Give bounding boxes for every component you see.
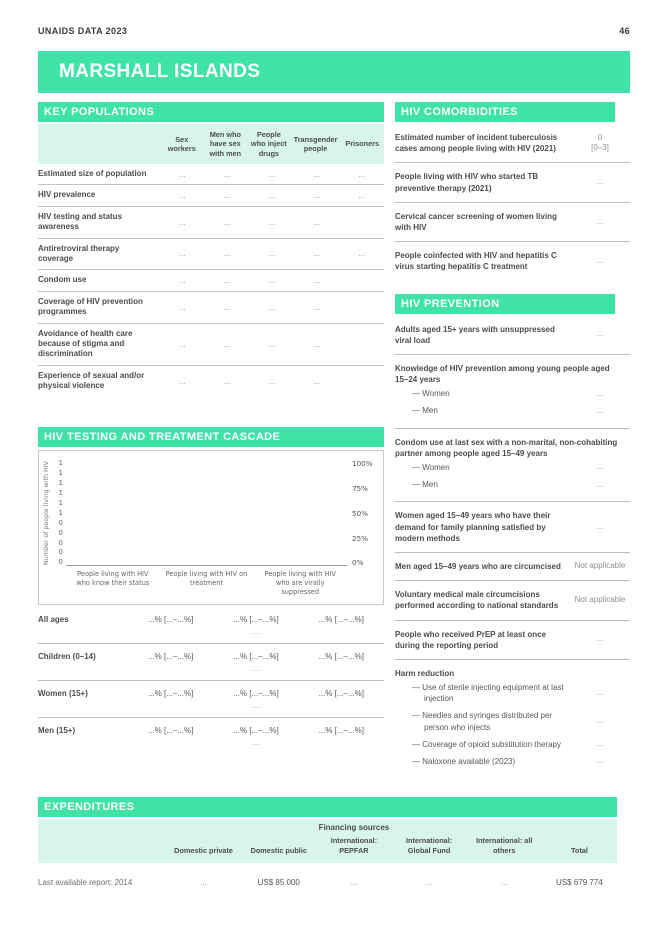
country-banner [38,51,630,93]
cell-value: US$ 85 000 [257,877,300,887]
cell-value: ... [596,216,604,226]
cell-value: ...% [...–...%] [147,726,194,736]
cell-value: ... [313,217,321,227]
column-header: Transgender people [293,134,338,153]
sub-row: — Men ... [395,402,630,419]
cell-value: ... [313,169,321,179]
sub-row: — Coverage of opioid substitution therapy ... [395,736,630,753]
sub-row: — Women ... [395,385,630,402]
cell-value: ... [350,877,358,887]
section-title: HIV PREVENTION [401,297,500,310]
cell-value: ... [268,376,276,386]
cascade-table-row: Women (15+) ...% [...–...%] ...% [...–...%] ... ...% [...–...%] [38,680,384,717]
column-header: Men who have sex with men [209,129,242,158]
cell-value: ...% [...–...%] [318,726,364,736]
cell-value: ... [223,169,231,179]
key-populations-section [38,102,384,396]
column-header: Domestic private [174,846,233,856]
cell-value: ... [223,276,231,286]
key-populations-header-bar [38,102,384,122]
cell-value: ...% [...–...%] [318,689,364,699]
cell-value: ... [313,302,321,312]
cascade-section [38,427,384,754]
expenditures-column-headers [38,819,617,863]
cell-value: ... [596,177,604,187]
cell-value: ... [223,191,231,201]
sub-row: — Men ... [395,476,630,493]
comorbidities-header-bar [395,102,615,122]
cell-subvalue: ... [252,664,260,674]
cell-value: ... [358,249,365,259]
key-populations-column-headers [38,124,384,164]
cell-subvalue: ... [252,701,260,711]
row-label: Last available report: 2014 [38,877,133,887]
cell-value: ... [358,169,365,179]
cell-value: ...% [...–...%] [233,615,279,625]
cell-value: ... [179,191,186,201]
cell-subvalue: ... [252,738,260,748]
sub-row: — Use of sterile injecting equipment at last injection ... [395,679,630,707]
column-header: People who inject drugs [251,129,287,158]
table-row: Antiretroviral therapy coverage ... ... ... ... ... [38,239,384,271]
comorbidities-section [395,102,630,281]
cascade-table-row: Children (0–14) ...% [...–...%] ...% [...–...%] ... ...% [...–...%] [38,643,384,680]
cell-value: ... [179,217,186,227]
cell-value: ... [179,339,186,349]
cell-value: ... [425,877,433,887]
prevention-section [395,294,630,779]
cascade-table-row: Men (15+) ...% [...–...%] ...% [...–...%] ... ...% [...–...%] [38,717,384,754]
section-title: KEY POPULATIONS [44,106,155,118]
prevention-item: Harm reduction — Use of sterile injecting equipment at last injection ... — Needles and syringes distributed per person who injects ... — Coverage of opioid substitution therapy ... — Naloxone available (2023) ... [395,659,630,778]
page-header [38,26,630,36]
cell-value: ... [596,634,604,644]
cell-value: ... [268,191,276,201]
y-axis-label: Number of people living with HIV [43,461,50,566]
prevention-item: Men aged 15–49 years who are circumcised Not applicable [395,552,630,580]
content-columns [38,102,630,778]
table-row: Coverage of HIV prevention programmes ... ... ... ... [38,292,384,324]
prevention-item: Voluntary medical male circumcisions performed according to national standards Not applicable [395,580,630,619]
cell-value: ... [268,169,276,179]
cell-value: ...% [...–...%] [233,652,279,662]
cell-value: ... [596,388,604,398]
prevention-item: Knowledge of HIV prevention among young people aged 15–24 years — Women ... — Men ... [395,354,630,428]
prevention-header-bar [395,294,615,314]
cell-value: ... [179,276,186,286]
cascade-table-row: All ages ...% [...–...%] ...% [...–...%] ... ...% [...–...%] [38,607,384,643]
financing-sources-label: Financing sources [318,823,390,833]
cell-value: ... [179,169,186,179]
plot-area [66,460,347,566]
cell-value: ... [596,462,604,472]
cell-value: ... [223,339,231,349]
prevention-item: People who received PrEP at least once during the reporting period ... [395,620,630,659]
table-row: Experience of sexual and/or physical violence ... ... ... ... [38,366,384,397]
info-row: Estimated number of incident tuberculosis cases among people living with HIV (2021) 0 [0–3] [395,124,630,162]
cell-value: ... [268,249,276,259]
page-number: 46 [619,26,630,36]
table-row: Avoidance of health care because of stigma and discrimination ... ... ... ... [38,324,384,366]
cell-value: ... [179,249,186,259]
cell-value: ... [313,191,321,201]
prevention-item: Women aged 15–49 years who have their demand for family planning satisfied by modern methods ... [395,501,630,552]
cell-value: ...% [...–...%] [318,652,364,662]
cell-value: ... [358,191,365,201]
cascade-chart [38,450,384,605]
cell-value: ... [596,479,604,489]
cell-value: ...% [...–...%] [147,689,194,699]
cell-value: ... [179,302,186,312]
cell-value: ... [200,877,207,887]
table-row: Condom use ... ... ... ... [38,270,384,291]
right-column [395,102,630,778]
cell-value: ... [596,739,604,749]
cell-value: 0 [0–3] [591,132,609,153]
cascade-header-bar [38,427,384,447]
table-row: Estimated size of population ... ... ... ... ... [38,164,384,185]
cell-value: ... [596,256,604,266]
section-title: EXPENDITURES [44,801,135,814]
cell-subvalue: ... [252,627,260,637]
cell-value: ... [596,405,604,415]
column-header: Prisoners [345,139,380,149]
cell-value: ... [596,688,604,698]
column-header: International: PEPFAR [330,836,378,856]
expenditures-header-bar [38,797,617,817]
y-axis-ticks: 1 1 1 1 1 1 0 0 0 0 0 [58,459,63,567]
column-header: Domestic public [250,846,307,856]
cell-value: ... [313,276,321,286]
left-column [38,102,384,778]
sub-row: — Women ... [395,459,630,476]
info-row: People living with HIV who started TB preventive therapy (2021) ... [395,162,630,201]
cell-value: ... [596,756,604,766]
cell-value: ... [268,339,276,349]
column-header: International: Global Fund [405,836,453,856]
cell-value: ... [223,249,231,259]
cell-value: ... [223,302,231,312]
cell-value: ...% [...–...%] [233,726,279,736]
expenditures-data-row [38,878,617,887]
cell-value: ... [223,217,231,227]
cell-value: US$ 679 774 [556,877,603,887]
sub-row: — Needles and syringes distributed per person who injects ... [395,707,630,735]
cell-value: ... [313,249,321,259]
cell-value: ...% [...–...%] [147,652,194,662]
cell-value: ... [223,376,231,386]
cell-value: ... [268,217,276,227]
cell-value: ... [268,276,276,286]
cell-value: ... [313,339,321,349]
report-title: UNAIDS DATA 2023 [38,26,128,36]
section-title: HIV COMORBIDITIES [401,106,518,118]
table-row: HIV prevalence ... ... ... ... ... [38,185,384,206]
cell-value: ... [500,877,508,887]
column-header: International: all others [476,836,533,856]
column-header: Sex workers [167,134,196,153]
column-header: Total [570,846,588,856]
cell-value: ...% [...–...%] [147,615,194,625]
section-title: HIV TESTING AND TREATMENT CASCADE [44,431,281,444]
percent-axis-ticks: 100% 75% 50% 25% 0% [352,459,373,568]
info-row: People coinfected with HIV and hepatitis C virus starting hepatitis C treatment ... [395,241,630,280]
cell-value: Not applicable [574,595,626,605]
x-axis-category-labels: People living with HIV who know their status People living with HIV on treatment People living with HIV who are virally suppressed [76,570,336,597]
prevention-item: Adults aged 15+ years with unsuppressed viral load ... [395,316,630,354]
cell-value: ... [596,521,604,531]
cell-value: Not applicable [574,561,626,571]
cell-value: ... [179,376,186,386]
table-row: HIV testing and status awareness ... ... ... ... [38,207,384,239]
cell-value: ... [313,376,321,386]
cell-value: ...% [...–...%] [318,615,364,625]
sub-row: — Naloxone available (2023) ... [395,753,630,770]
cell-value: ... [596,329,604,339]
expenditures-section [38,797,630,887]
info-row: Cervical cancer screening of women living with HIV ... [395,202,630,241]
country-title: MARSHALL ISLANDS [59,61,261,82]
cell-value: ... [596,716,604,726]
cell-value: ...% [...–...%] [233,689,279,699]
prevention-item: Condom use at last sex with a non-marital, non-cohabiting partner among people aged 15–49 years — Women ... — Men ... [395,428,630,502]
cell-value: ... [268,302,276,312]
